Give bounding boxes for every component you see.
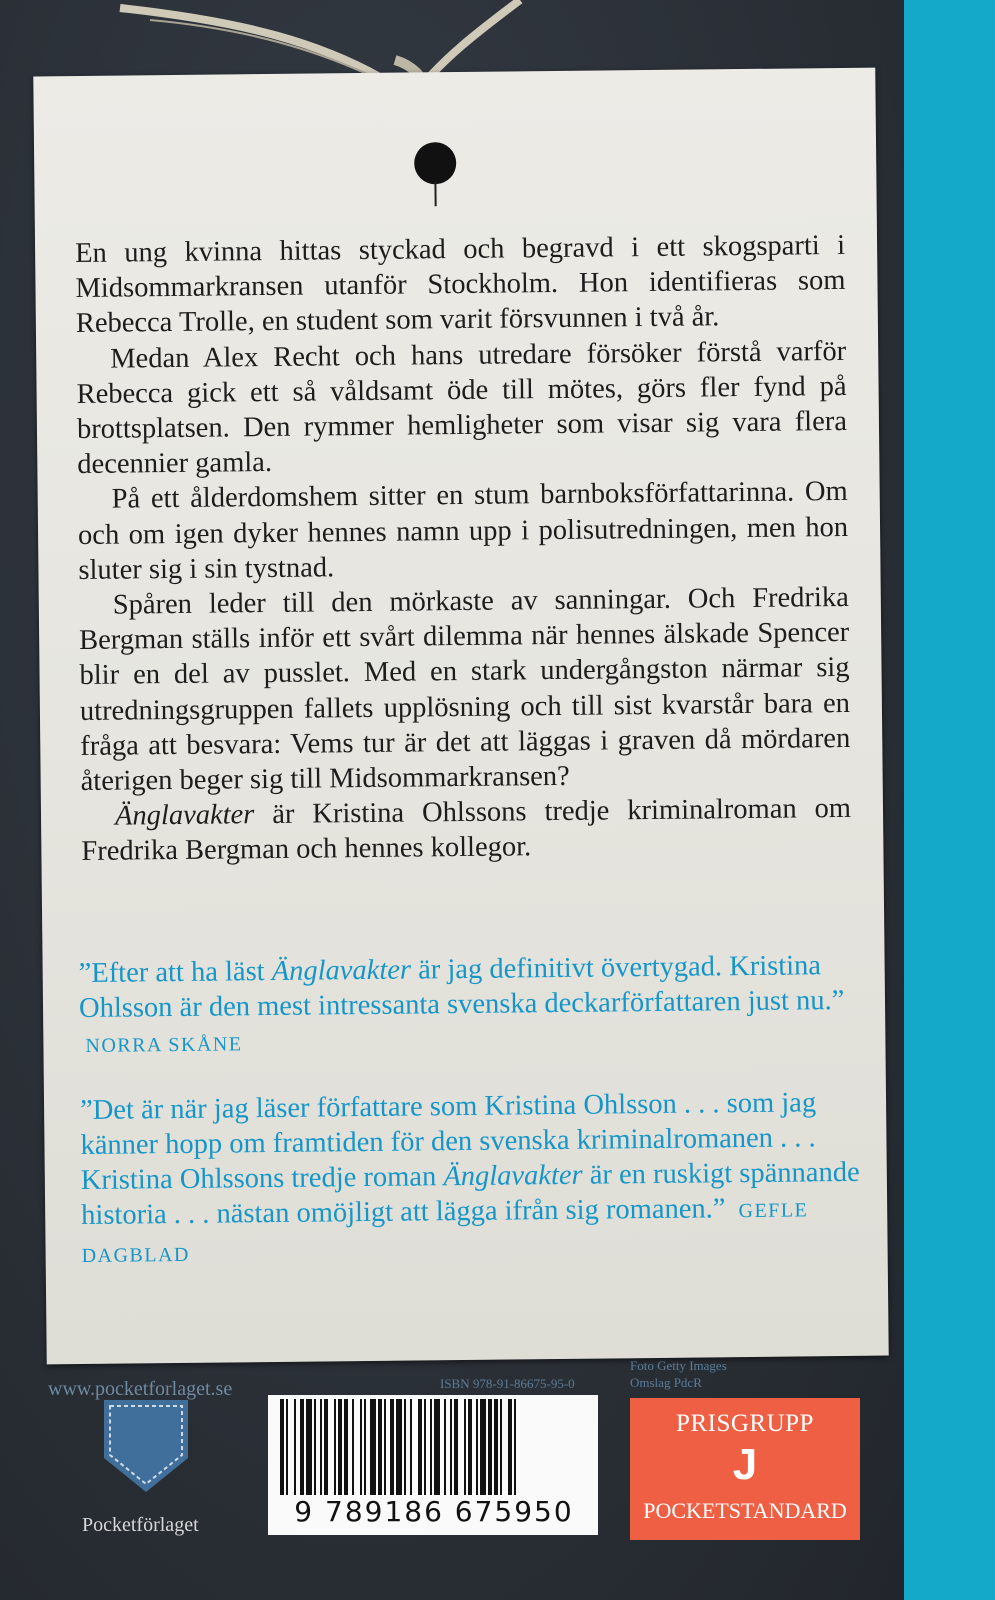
barcode-bar [324,1399,328,1495]
barcode [268,1395,598,1535]
barcode-bar [306,1399,312,1495]
barcode-bar [450,1399,452,1495]
barcode-bar [338,1399,342,1495]
photo-credit: Foto Getty Images [630,1358,727,1373]
barcode-bar [314,1399,316,1495]
barcode-bar [396,1399,402,1495]
review-quote: ”Det är när jag läser författare som Kristina Ohlsson . . . som jag känner hopp om framtiden för den svenska kriminalromanen . . . Kristina Ohlssons tredje roman Änglavakter är en ruskigt spännande historia . . . nästan omöjligt att lägga ifrån sig romanen.” GEFLE DAGBLAD [79,1086,860,1268]
review-quotes [78,948,862,1303]
barcode-bar [500,1399,502,1495]
book-title: Änglavakter [443,1159,583,1193]
barcode-bar [410,1399,412,1495]
barcode-bar [384,1399,386,1495]
barcode-bar [280,1399,284,1495]
barcode-number: 9 789186 675950 [294,1495,574,1528]
barcode-bar [294,1399,296,1495]
barcode-bar [418,1399,422,1495]
book-title: Änglavakter [114,799,255,832]
quote-source: GEFLE DAGBLAD [81,1199,809,1268]
barcode-bar [424,1399,426,1495]
barcode-bar [508,1399,512,1495]
barcode-bar [434,1399,440,1495]
barcode-bar [514,1399,516,1495]
quote-source: NORRA SKÅNE [85,1033,243,1058]
barcode-bar [378,1399,382,1495]
price-group-badge [630,1398,860,1540]
pocket-logo-icon [100,1396,192,1496]
barcode-bar [480,1399,486,1495]
barcode-bar [286,1399,288,1495]
barcode-bar [468,1399,472,1495]
barcode-bars [276,1399,592,1495]
isbn-text: ISBN 978-91-86675-95-0 [440,1376,575,1391]
barcode-bar [390,1399,394,1495]
barcode-bar [300,1399,304,1495]
barcode-bar [352,1399,354,1495]
barcode-bar [430,1399,432,1495]
barcode-bar [476,1399,478,1495]
barcode-bar [370,1399,376,1495]
blurb-paragraph: Änglavakter är Kristina Ohlssons tredje kriminalroman om Fredrika Bergman och hennes kollegor. [81,793,852,868]
blurb-text [75,228,852,870]
barcode-bar [364,1399,366,1495]
tag-hole [414,142,456,184]
paper-tag [33,68,888,1365]
blurb-paragraph: Medan Alex Recht och hans utredare försöker förstå varför Rebecca gick ett så våldsamt öde till mötes, görs fler fynd på brottsplatsen. Den rymmer hemligheter som visar sig vara flera decennier gamla. [76,335,848,481]
book-title: Änglavakter [271,954,412,987]
blurb-paragraph: En ung kvinna hittas styckad och begravd i ett skogsparti i Midsommarkransen utanför Stockholm. Hon identifieras som Rebecca Trolle, en student som varit försvunnen i två år. [74,229,846,340]
barcode-bar [344,1399,348,1495]
barcode-bar [320,1399,322,1495]
barcode-bar [454,1399,458,1495]
cover-credit: Omslag PdcR [630,1375,702,1390]
price-group-label: PRISGRUPP [676,1410,814,1437]
barcode-bar [488,1399,492,1495]
review-quote: ”Efter att ha läst Änglavakter är jag definitivt övertygad. Kristina Ohlsson är den mest intressanta svenska deckarförfattaren just nu.” NORRA SKÅNE [78,950,845,1058]
spine-strip [904,0,995,1600]
publisher-name: Pocketförlaget [82,1514,199,1536]
barcode-bar [464,1399,466,1495]
barcode-bar [444,1399,446,1495]
publisher-website[interactable]: www.pocketforlaget.se [48,1378,233,1400]
barcode-bar [334,1399,336,1495]
blurb-paragraph: På ett ålderdomshem sitter en stum barnboksförfattarinna. Om och om igen dyker hennes namn upp i polisutredningen, men hon sluter sig i sin tystnad. [77,476,849,586]
barcode-bar [494,1399,498,1495]
blurb-paragraph: Spåren leder till den mörkaste av sanningar. Och Fredrika Bergman ställs inför ett svårt dilemma när hennes älskade Spencer blir en del av pusslet. Med en stark undergångston närmar sig utredningsgruppen fallets upplösning och till sist kvarstår bara en fråga att besvara: Vems tur är det att läggas i graven då mördaren återigen beger sig till Midsommarkransen? [79,581,851,798]
price-group-letter: J [732,1440,758,1489]
barcode-bar [360,1399,362,1495]
barcode-bar [404,1399,406,1495]
price-category: POCKETSTANDARD [643,1498,847,1523]
tag-slit [434,182,436,206]
